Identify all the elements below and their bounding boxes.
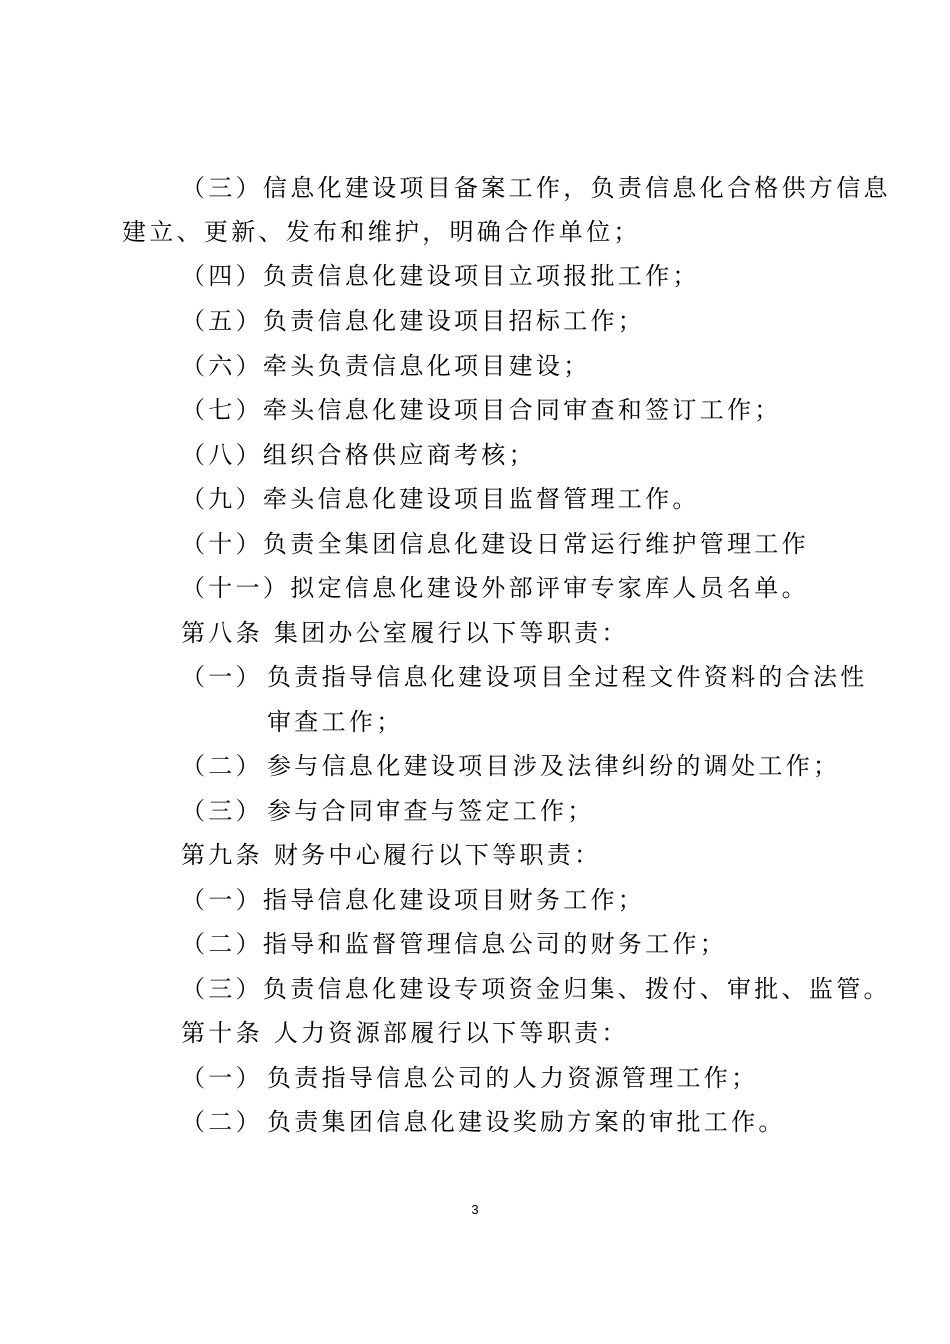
paragraph-line: （五）负责信息化建设项目招标工作； — [181, 307, 646, 335]
paragraph-line: （七）牵头信息化建设项目合同审查和签订工作； — [181, 396, 782, 424]
item-label: （三） — [181, 797, 263, 825]
item-label: （一） — [181, 1064, 263, 1092]
item-label: （二） — [181, 752, 263, 780]
paragraph-line: （九）牵头信息化建设项目监督管理工作。 — [181, 485, 700, 513]
article-heading: 第十条 人力资源部履行以下等职责： — [181, 1019, 629, 1047]
paragraph-line: （四）负责信息化建设项目立项报批工作； — [181, 262, 700, 290]
article-heading: 第八条 集团办公室履行以下等职责： — [181, 619, 629, 647]
paragraph-line: （八）组织合格供应商考核； — [181, 441, 536, 469]
paragraph-line: （三）负责信息化建设专项资金归集、拨付、审批、监管。 — [181, 975, 891, 1003]
paragraph-line: （六）牵头负责信息化项目建设； — [181, 352, 591, 380]
paragraph-line: （十）负责全集团信息化建设日常运行维护管理工作 — [181, 530, 809, 558]
paragraph-line: （十一）拟定信息化建设外部评审专家库人员名单。 — [181, 574, 809, 602]
paragraph-line: 审查工作； — [267, 708, 404, 736]
paragraph-line: （三） 参与合同审查与签定工作； — [181, 797, 595, 825]
paragraph-line: （二） 参与信息化建设项目涉及法律纠纷的调处工作； — [181, 752, 841, 780]
article-heading: 第九条 财务中心履行以下等职责： — [181, 841, 602, 869]
paragraph-line: （二）指导和监督管理信息公司的财务工作； — [181, 930, 727, 958]
item-label: （二） — [181, 1108, 263, 1136]
paragraph-line: （三）信息化建设项目备案工作，负责信息化合格供方信息 — [181, 174, 891, 202]
page-number: 3 — [471, 1202, 479, 1217]
paragraph-line: （一）指导信息化建设项目财务工作； — [181, 886, 646, 914]
paragraph-line: （二） 负责集团信息化建设奖励方案的审批工作。 — [181, 1108, 786, 1136]
paragraph-line: 建立、更新、发布和维护，明确合作单位； — [122, 218, 641, 246]
paragraph-line: （一） 负责指导信息化建设项目全过程文件资料的合法性 — [181, 663, 868, 691]
item-label: （一） — [181, 663, 263, 691]
paragraph-line: （一） 负责指导信息公司的人力资源管理工作； — [181, 1064, 759, 1092]
